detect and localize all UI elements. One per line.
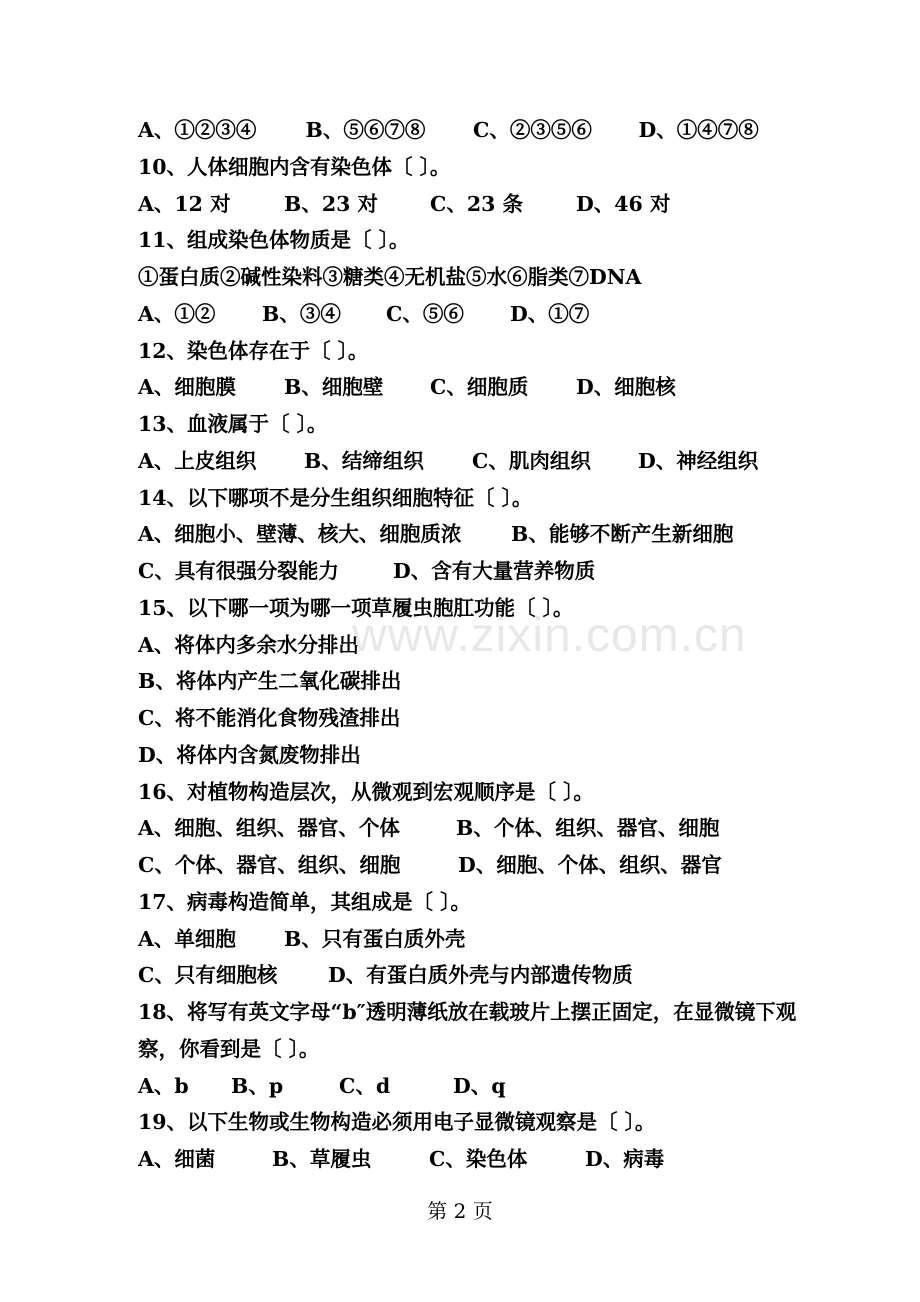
option-row [138, 516, 798, 553]
watermark-text: www.zixin.com.cn [352, 609, 747, 662]
question-line: 19、以下生物或生物构造必须用电子显微镜观察是〔 〕。 [138, 1110, 656, 1135]
option-item: B、⑤⑥⑦⑧ [305, 118, 426, 142]
option-row [138, 921, 798, 958]
option-item: D、q [453, 1073, 506, 1098]
option-item: D、病毒 [585, 1147, 665, 1171]
option-item: A、b [138, 1073, 189, 1098]
option-item: D、有蛋白质外壳与内部遗传物质 [328, 963, 633, 988]
question-line: 11、组成染色体物质是〔 〕。 [138, 228, 410, 253]
option-row [138, 810, 798, 847]
option-item: A、上皮组织 [138, 448, 257, 473]
question-line: 12、染色体存在于〔 〕。 [138, 338, 369, 363]
option-row [138, 369, 798, 406]
question-line: D、将体内含氮废物排出 [138, 742, 361, 767]
option-item: A、细胞、组织、器官、个体 [138, 816, 400, 841]
question-line: A、将体内多余水分排出 [138, 632, 359, 657]
option-row [138, 1141, 798, 1178]
option-row [138, 186, 798, 223]
option-item: D、含有大量营养物质 [393, 559, 596, 583]
option-row [138, 957, 798, 994]
option-item: B、细胞壁 [284, 375, 384, 400]
option-item: D、神经组织 [638, 448, 759, 473]
option-item: A、细胞小、壁薄、核大、细胞质浓 [138, 522, 462, 547]
question-line: C、将不能消化食物残渣排出 [138, 706, 401, 730]
option-item: B、能够不断产生新细胞 [511, 522, 734, 547]
option-row [138, 443, 798, 480]
option-item: B、③④ [262, 301, 341, 326]
page-number: 第 2 页 [427, 1199, 493, 1223]
option-row [138, 1068, 798, 1105]
option-item: B、只有蛋白质外壳 [284, 926, 466, 951]
option-item: C、d [339, 1073, 391, 1098]
option-item: D、①⑦ [510, 301, 590, 326]
option-item: D、46 对 [576, 191, 671, 216]
option-item: A、①②③④ [138, 118, 257, 142]
option-item: D、细胞核 [576, 375, 676, 400]
option-item: B、草履虫 [272, 1147, 372, 1171]
option-row [138, 112, 798, 149]
option-item: C、⑤⑥ [386, 301, 464, 326]
question-line: ①蛋白质②碱性染料③糖类④无机盐⑤水⑥脂类⑦DNA [138, 265, 642, 289]
option-item: D、细胞、个体、组织、器官 [458, 853, 722, 877]
option-row [138, 296, 798, 333]
question-line: B、将体内产生二氧化碳排出 [138, 669, 402, 694]
option-item: C、只有细胞核 [138, 963, 278, 988]
option-item: C、染色体 [429, 1147, 528, 1171]
option-item: A、①② [138, 301, 216, 326]
option-item: A、细菌 [138, 1147, 216, 1171]
option-item: B、23 对 [284, 191, 378, 216]
option-item: A、12 对 [138, 191, 231, 216]
question-line: 13、血液属于〔 〕。 [138, 412, 328, 436]
option-item: C、肌肉组织 [472, 448, 591, 473]
option-item: C、个体、器官、组织、细胞 [138, 853, 401, 877]
option-item: C、细胞质 [430, 375, 529, 400]
option-item: C、具有很强分裂能力 [138, 559, 339, 583]
question-line: 10、人体细胞内含有染色体〔 〕。 [138, 154, 451, 179]
option-row [138, 847, 798, 884]
question-line: 16、对植物构造层次，从微观到宏观顺序是〔 〕。 [138, 779, 594, 804]
option-row [138, 553, 798, 590]
question-line: 14、以下哪项不是分生组织细胞特征〔 〕。 [138, 485, 533, 510]
option-item: A、细胞膜 [138, 375, 236, 400]
option-item: B、p [231, 1073, 284, 1098]
option-item: B、结缔组织 [304, 448, 424, 473]
option-item: C、23 条 [430, 191, 523, 216]
option-item: B、个体、组织、器官、细胞 [456, 816, 720, 841]
option-item: D、①④⑦⑧ [638, 118, 759, 142]
option-item: A、单细胞 [138, 926, 236, 951]
question-line: 17、病毒构造简单，其组成是〔 〕。 [138, 889, 471, 914]
option-item: C、②③⑤⑥ [473, 118, 592, 142]
question-line: 18、将写有英文字母“b″透明薄纸放在载玻片上摆正固定，在显微镜下观察，你看到是〔 〕。 [138, 1000, 797, 1061]
question-line: 15、以下哪一项为哪一项草履虫胞肛功能〔 〕。 [138, 595, 574, 620]
question-list [138, 112, 798, 1178]
